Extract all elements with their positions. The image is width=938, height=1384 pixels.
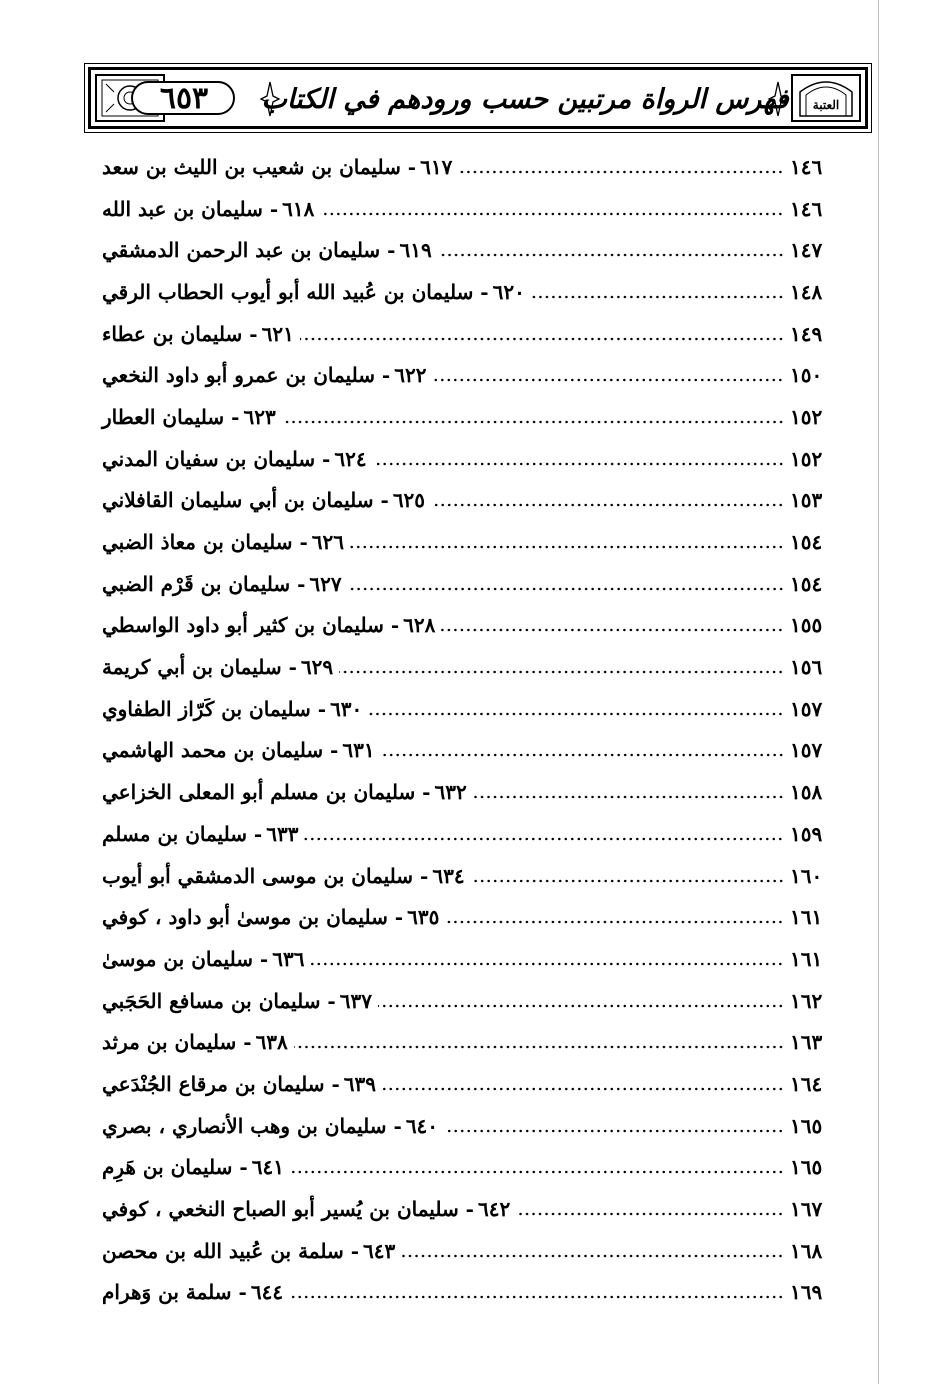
- entry-label: [96, 780, 467, 804]
- dot-leader: [294, 1045, 784, 1049]
- entry-page-number: ١٥٤: [790, 530, 823, 555]
- entry-label: [96, 1072, 376, 1096]
- entry-label: [96, 572, 342, 596]
- entry-label: [96, 1030, 288, 1054]
- entry-number: ٦٣٢: [434, 780, 467, 805]
- entry-label: [96, 488, 425, 512]
- index-entry: [96, 146, 830, 188]
- index-entry: [96, 1021, 830, 1063]
- dot-leader: [320, 212, 784, 216]
- entry-dash: -: [281, 655, 297, 680]
- entry-page-number: ١٥٧: [790, 696, 823, 721]
- index-entry: [96, 271, 830, 313]
- entry-number: ٦٢٤: [334, 446, 367, 471]
- entry-label: [96, 447, 367, 471]
- dot-leader: [350, 545, 784, 549]
- entry-dash: -: [380, 238, 396, 263]
- entry-dash: -: [236, 1030, 252, 1055]
- entry-dash: -: [383, 613, 400, 638]
- entry-name: سليمان بن عُبيد الله أبو أيوب الحطاب الرقي: [102, 279, 474, 304]
- entry-page-number: ١٥٣: [790, 488, 823, 513]
- index-entry: [96, 605, 830, 647]
- entry-page-number: ١٦٨: [790, 1238, 823, 1263]
- entry-name: سليمان بن مسلم: [102, 821, 247, 846]
- book-logo: [791, 74, 861, 122]
- dot-leader: [531, 295, 784, 299]
- index-entry: [96, 938, 830, 980]
- entry-dash: -: [252, 946, 269, 971]
- dot-leader: [300, 337, 784, 341]
- dot-leader: [382, 1087, 784, 1091]
- index-entry: [96, 1105, 830, 1147]
- dot-leader: [473, 795, 784, 799]
- entry-name: سليمان بن عمرو أبو داود النخعي: [102, 363, 375, 388]
- entry-dash: -: [386, 1113, 402, 1138]
- entry-name: سليمان بن كَرّاز الطفاوي: [102, 696, 311, 721]
- entry-number: ٦٢١: [261, 321, 294, 346]
- entry-name: سليمان بن مرقاع الجُنْدَعي: [102, 1071, 325, 1096]
- dot-leader: [445, 920, 784, 924]
- entry-dash: -: [246, 821, 263, 846]
- entry-dash: -: [292, 530, 308, 555]
- entry-page-number: ١٦٥: [790, 1113, 823, 1138]
- page-number: ٦٥٣: [159, 80, 209, 116]
- index-entry: [96, 188, 830, 230]
- entry-number: ٦٤١: [251, 1155, 284, 1180]
- entry-page-number: ١٥٠: [790, 363, 823, 388]
- entry-number: ٦٢٥: [392, 488, 426, 513]
- entry-page-number: ١٦٢: [790, 988, 823, 1013]
- entry-page-number: ١٤٨: [790, 279, 823, 304]
- index-entry: [96, 563, 830, 605]
- entry-number: ٦٣٣: [266, 821, 299, 846]
- entry-number: ٦٢٨: [403, 613, 436, 638]
- entry-dash: -: [373, 488, 389, 513]
- entry-name: سليمان بن يُسير أبو الصباح النخعي ، كوفي: [102, 1197, 459, 1222]
- entry-label: [96, 405, 276, 429]
- entry-number: ٦٢٦: [311, 530, 344, 555]
- entry-number: ٦١٨: [282, 196, 315, 221]
- entry-name: سليمان بن أبي كريمة: [102, 655, 282, 680]
- entry-page-number: ١٥٦: [790, 655, 823, 680]
- dot-leader: [368, 712, 784, 716]
- dot-leader: [282, 420, 784, 424]
- entry-dash: -: [413, 863, 429, 888]
- entry-page-number: ١٦٣: [790, 1030, 823, 1055]
- entry-page-number: ١٦٩: [790, 1280, 823, 1305]
- entry-page-number: ١٦١: [790, 905, 823, 930]
- entry-page-number: ١٥٨: [790, 780, 823, 805]
- entry-number: ٦٣٠: [330, 696, 363, 721]
- dot-leader: [348, 587, 784, 591]
- entry-number: ٦٢٢: [394, 363, 427, 388]
- entry-name: سليمان بن مسلم أبو المعلى الخزاعي: [102, 780, 416, 805]
- entry-dash: -: [343, 1238, 360, 1263]
- entry-number: ٦٣٦: [272, 946, 305, 971]
- entry-dash: -: [315, 446, 331, 471]
- dot-leader: [378, 1004, 784, 1008]
- index-entry: [96, 855, 830, 897]
- index-entry: [96, 1272, 830, 1314]
- entry-name: سليمان بن عبد الله: [102, 196, 263, 221]
- entry-number: ٦١٧: [420, 154, 453, 179]
- entry-label: [96, 1197, 510, 1221]
- entry-number: ٦٢٣: [243, 404, 276, 429]
- entry-page-number: ١٤٦: [790, 196, 823, 221]
- index-entry: [96, 771, 830, 813]
- entry-dash: -: [232, 1155, 248, 1180]
- entry-label: [96, 238, 432, 262]
- entry-dash: -: [320, 988, 336, 1013]
- index-entry: [96, 438, 830, 480]
- index-entry: [96, 354, 830, 396]
- dot-leader: [471, 879, 784, 883]
- entry-page-number: ١٤٦: [790, 154, 823, 179]
- entry-page-number: ١٦٧: [790, 1197, 823, 1222]
- dot-leader: [339, 670, 784, 674]
- entry-label: [96, 947, 304, 971]
- entry-number: ٦٤٣: [363, 1238, 396, 1263]
- dot-leader: [304, 837, 784, 841]
- entry-dash: -: [323, 738, 339, 763]
- entry-number: ٦٢٩: [300, 655, 334, 680]
- entry-name: سليمان بن عبد الرحمن الدمشقي: [102, 238, 381, 263]
- entry-name: سليمان بن قَرْم الضبي: [102, 571, 291, 596]
- entry-number: ٦٤٠: [405, 1113, 439, 1138]
- entry-label: [96, 822, 298, 846]
- entry-name: سليمان بن موسى الدمشقي أبو أيوب: [102, 863, 414, 888]
- dot-leader: [401, 1254, 784, 1258]
- index-entry: [96, 229, 830, 271]
- entry-name: سلمة بن عُبيد الله بن محصن: [102, 1238, 344, 1263]
- entry-dash: -: [242, 321, 258, 346]
- entry-name: سليمان بن موسىٰ أبو داود ، كوفي: [102, 905, 388, 930]
- dot-leader: [432, 378, 784, 382]
- entry-dash: -: [231, 1280, 247, 1305]
- entry-number: ٦٣٥: [407, 905, 440, 930]
- section-title: فهرس الرواة مرتبين حسب ورودهم في الكتاب: [261, 83, 789, 115]
- entry-page-number: ١٥٧: [790, 738, 823, 763]
- entry-number: ٦١٩: [399, 238, 432, 263]
- entry-page-number: ١٥٤: [790, 571, 823, 596]
- entry-name: سليمان بن سفيان المدني: [102, 446, 316, 471]
- index-entry: [96, 1230, 830, 1272]
- dot-leader: [290, 1170, 784, 1174]
- dot-leader: [458, 170, 784, 174]
- index-entry: [96, 688, 830, 730]
- index-entry: [96, 1188, 830, 1230]
- dot-leader: [444, 1129, 784, 1133]
- index-entry: [96, 813, 830, 855]
- entry-name: سليمان بن هَرِم: [102, 1155, 233, 1180]
- index-entry: [96, 1147, 830, 1189]
- index-entry: [96, 313, 830, 355]
- entry-dash: -: [400, 154, 417, 179]
- entry-dash: -: [387, 905, 404, 930]
- entry-label: [96, 1114, 438, 1138]
- entry-name: سليمان بن عطاء: [102, 321, 243, 346]
- entry-page-number: ١٦٤: [790, 1071, 823, 1096]
- entry-name: سليمان بن مسافع الحَجَبي: [102, 988, 321, 1013]
- entry-number: ٦٤٢: [477, 1197, 511, 1222]
- entry-page-number: ١٥٢: [790, 404, 823, 429]
- entry-dash: -: [290, 571, 306, 596]
- entry-label: [96, 197, 314, 221]
- entry-page-number: ١٤٧: [790, 238, 823, 263]
- dot-leader: [373, 462, 784, 466]
- dot-leader: [516, 1212, 784, 1216]
- entry-page-number: ١٦٥: [790, 1155, 823, 1180]
- index-entry: [96, 1063, 830, 1105]
- entry-page-number: ١٦١: [790, 946, 823, 971]
- entry-label: [96, 1239, 395, 1263]
- entry-dash: -: [415, 780, 431, 805]
- entry-name: سليمان بن كثير أبو داود الواسطي: [102, 613, 384, 638]
- entry-name: سليمان بن مرثد: [102, 1030, 237, 1055]
- logo-text: العتبة: [812, 98, 840, 112]
- entry-label: [96, 697, 362, 721]
- entry-label: [96, 864, 465, 888]
- dot-leader: [438, 253, 784, 257]
- entry-page-number: ١٥٢: [790, 446, 823, 471]
- entry-label: [96, 989, 372, 1013]
- entry-label: [96, 363, 426, 387]
- entry-dash: -: [458, 1197, 474, 1222]
- dot-leader: [441, 628, 784, 632]
- entry-number: ٦٣٨: [255, 1030, 288, 1055]
- index-entry: [96, 480, 830, 522]
- entry-page-number: ١٥٩: [790, 821, 823, 846]
- entry-label: [96, 322, 294, 346]
- page-edge-rule: [878, 0, 879, 1384]
- dot-leader: [310, 962, 784, 966]
- index-entry: [96, 730, 830, 772]
- entry-dash: -: [310, 696, 327, 721]
- entry-label: [96, 613, 435, 637]
- running-header: [88, 67, 868, 129]
- entry-dash: -: [224, 404, 240, 429]
- entry-label: [96, 738, 375, 762]
- entry-name: سليمان بن أبي سليمان القافلاني: [102, 488, 374, 513]
- index-entry: [96, 521, 830, 563]
- entry-name: سليمان بن معاذ الضبي: [102, 530, 293, 555]
- entry-label: [96, 1155, 284, 1179]
- entry-label: [96, 655, 333, 679]
- index-entry: [96, 396, 830, 438]
- entry-label: [96, 905, 439, 929]
- dot-leader: [381, 753, 784, 757]
- dot-leader: [289, 1295, 784, 1299]
- entry-number: ٦٣٧: [339, 988, 372, 1013]
- entry-name: سليمان بن شعيب بن الليث بن سعد: [102, 154, 401, 179]
- entry-label: [96, 1280, 283, 1304]
- entry-name: سليمان بن موسىٰ: [102, 946, 253, 971]
- dot-leader: [431, 503, 784, 507]
- entry-dash: -: [262, 196, 279, 221]
- index-entry: [96, 980, 830, 1022]
- entry-number: ٦٢٠: [492, 279, 525, 304]
- narrators-index-list: [96, 146, 830, 1313]
- entry-dash: -: [324, 1071, 340, 1096]
- entry-page-number: ١٤٩: [790, 321, 823, 346]
- entry-dash: -: [473, 279, 489, 304]
- entry-name: سليمان بن محمد الهاشمي: [102, 738, 324, 763]
- logo-icon: [794, 76, 858, 120]
- index-entry: [96, 896, 830, 938]
- entry-number: ٦٤٤: [250, 1280, 284, 1305]
- entry-number: ٦٣١: [342, 738, 375, 763]
- entry-label: [96, 280, 525, 304]
- entry-page-number: ١٦٠: [790, 863, 823, 888]
- entry-name: سليمان بن وهب الأنصاري ، بصري: [102, 1113, 387, 1138]
- entry-number: ٦٣٤: [432, 863, 465, 888]
- entry-label: [96, 155, 452, 179]
- entry-label: [96, 530, 344, 554]
- entry-number: ٦٣٩: [343, 1071, 376, 1096]
- divider-star-icon: [767, 80, 789, 118]
- entry-name: سلمة بن وَهرام: [102, 1280, 232, 1305]
- entry-dash: -: [374, 363, 391, 388]
- entry-name: سليمان العطار: [102, 404, 225, 429]
- index-entry: [96, 646, 830, 688]
- entry-number: ٦٢٧: [309, 571, 342, 596]
- entry-page-number: ١٥٥: [790, 613, 823, 638]
